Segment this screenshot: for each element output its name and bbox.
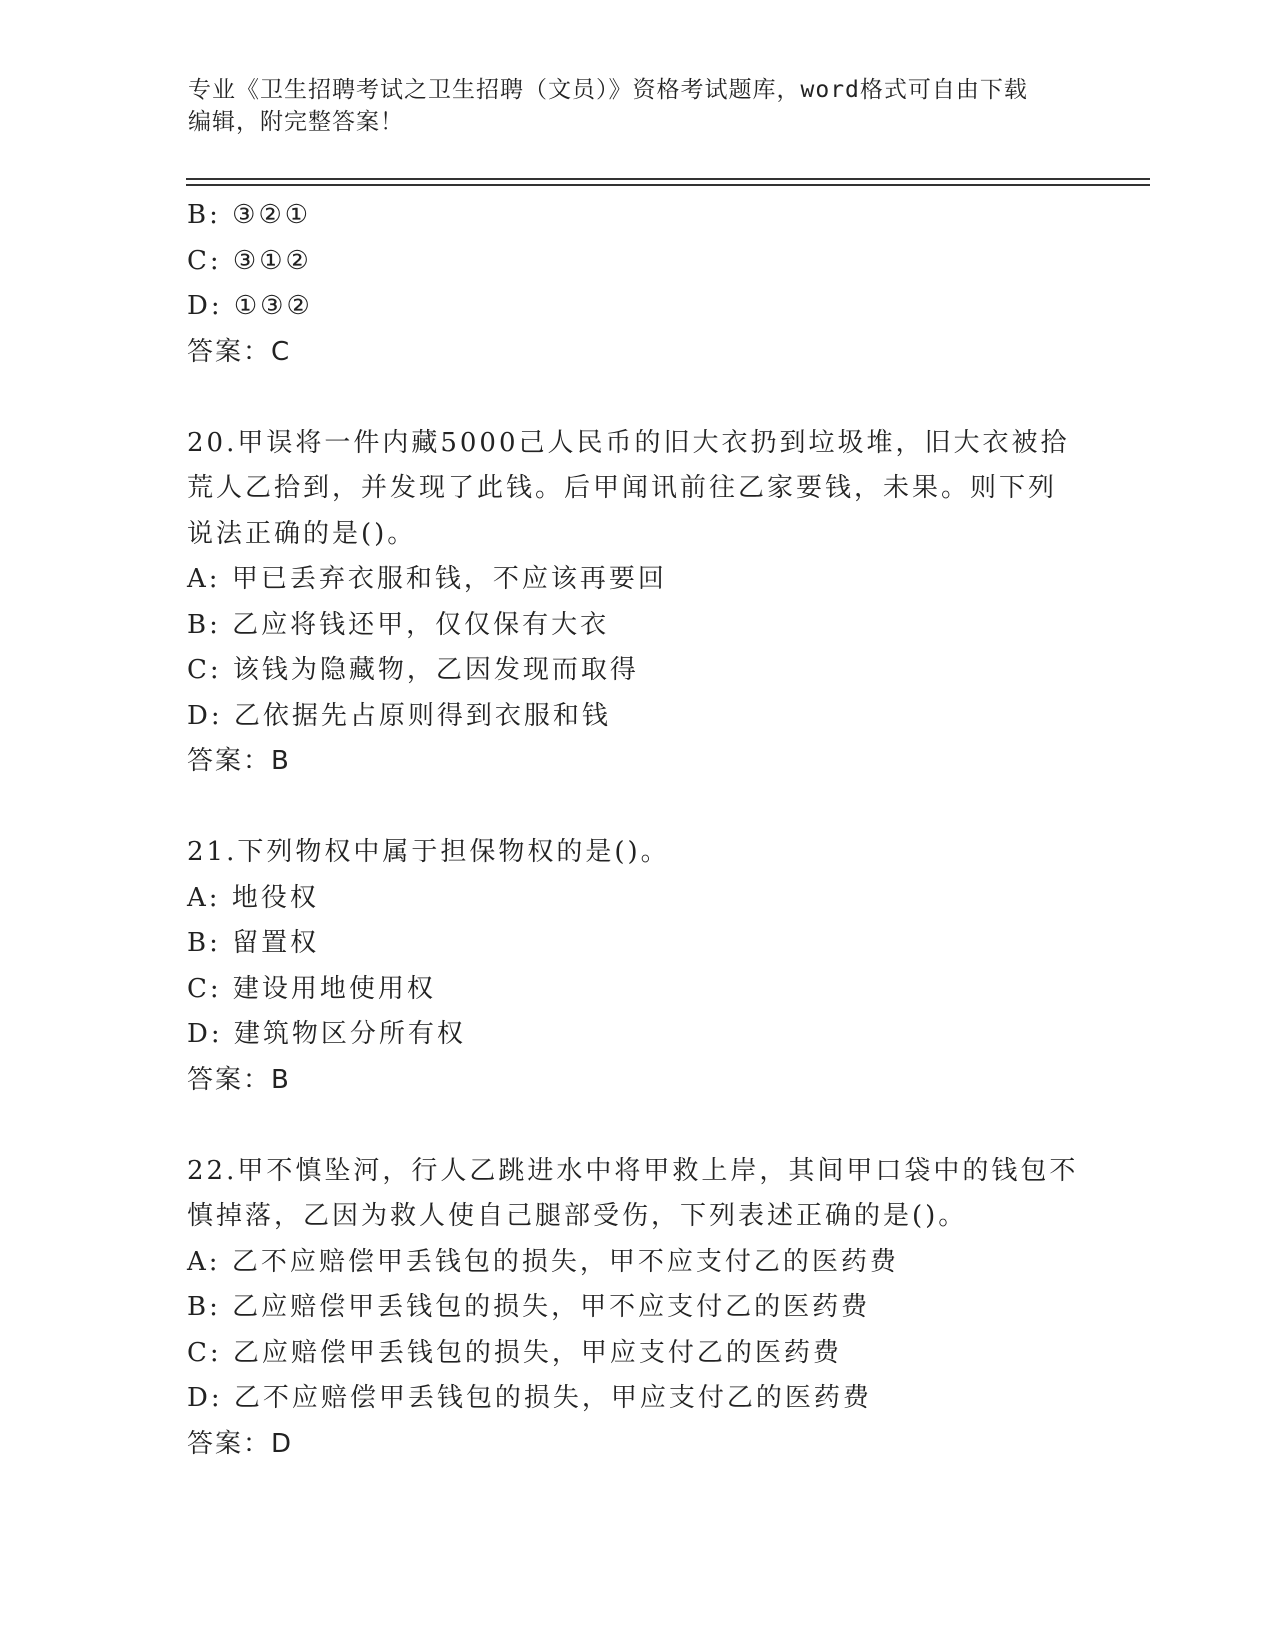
question-text-line: 22.甲不慎坠河，行人乙跳进水中将甲救上岸，其间甲口袋中的钱包不 [187, 1155, 1079, 1186]
question-text-line: 荒人乙拾到，并发现了此钱。后甲闻讯前往乙家要钱，未果。则下列 [187, 473, 1058, 503]
option-c: C: ③①② [187, 245, 312, 276]
header-line-2: 编辑，附完整答案！ [188, 109, 404, 135]
question-19-tail [187, 193, 1167, 375]
question-text-line: 21.下列物权中属于担保物权的是()。 [187, 837, 670, 867]
header-divider-bottom [186, 184, 1150, 186]
question-text-line: 说法正确的是()。 [187, 518, 417, 549]
question-21 [187, 830, 1167, 1103]
page-header [188, 74, 1088, 138]
option-d: D: ①③② [187, 291, 313, 321]
option-c: C: 乙应赔偿甲丢钱包的损失，甲应支付乙的医药费 [187, 1337, 842, 1368]
question-text-line: 慎掉落，乙因为救人使自己腿部受伤，下列表述正确的是()。 [187, 1201, 968, 1231]
option-b: B: 乙应将钱还甲，仅仅保有大衣 [187, 609, 610, 640]
answer-line: 答案：D [187, 1428, 294, 1459]
option-b: B: 乙应赔偿甲丢钱包的损失，甲不应支付乙的医药费 [187, 1292, 871, 1322]
option-d: D: 乙不应赔偿甲丢钱包的损失，甲应支付乙的医药费 [187, 1383, 872, 1413]
question-20 [187, 421, 1167, 785]
option-b: B: 留置权 [187, 928, 320, 958]
answer-line: 答案：B [187, 746, 291, 776]
option-b: B: ③②① [187, 200, 312, 230]
answer-line: 答案：C [187, 336, 292, 367]
option-c: C: 建设用地使用权 [187, 973, 436, 1004]
option-d: D: 乙依据先占原则得到衣服和钱 [187, 700, 611, 731]
option-c: C: 该钱为隐藏物，乙因发现而取得 [187, 655, 639, 685]
option-a: A: 甲已丢弃衣服和钱，不应该再要回 [187, 564, 667, 594]
option-d: D: 建筑物区分所有权 [187, 1019, 466, 1049]
option-a: A: 地役权 [187, 882, 319, 913]
question-22 [187, 1149, 1167, 1468]
question-text-line: 20.甲误将一件内藏5000己人民币的旧大衣扔到垃圾堆，旧大衣被拾 [187, 427, 1070, 458]
document-body [187, 193, 1167, 1467]
header-line-1: 专业《卫生招聘考试之卫生招聘（文员）》资格考试题库，word格式可自由下载 [188, 77, 1028, 103]
answer-line: 答案：B [187, 1064, 291, 1095]
header-divider-top [186, 178, 1150, 180]
option-a: A: 乙不应赔偿甲丢钱包的损失，甲不应支付乙的医药费 [187, 1246, 899, 1277]
